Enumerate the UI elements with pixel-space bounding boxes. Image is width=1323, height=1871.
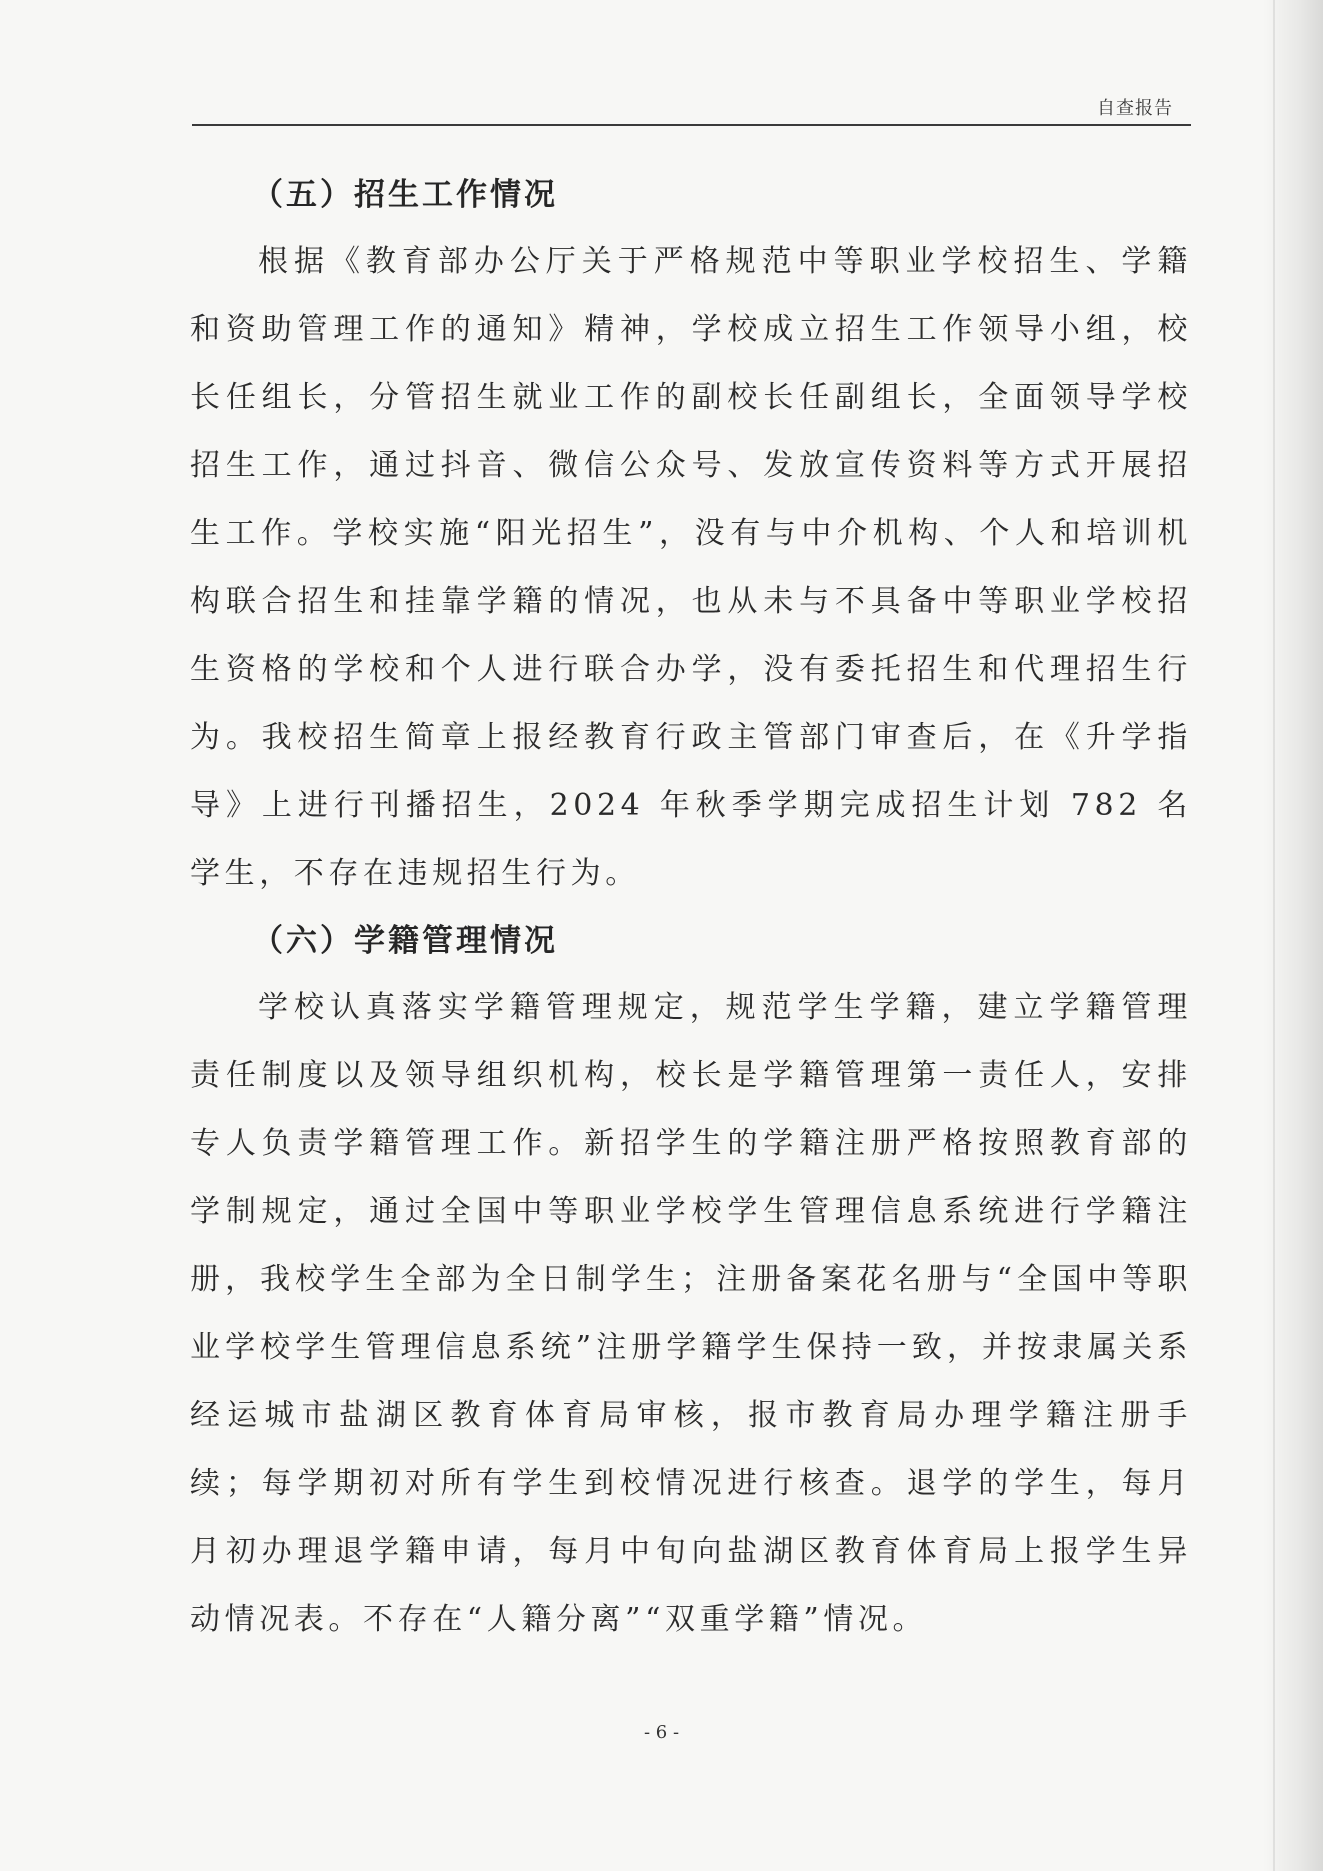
section-heading-enrollment: （五）招生工作情况 [252,177,558,213]
document-body [190,162,1192,1654]
section-paragraph-enrollment: 根据《教育部办公厅关于严格规范中等职业学校招生、学籍和资助管理工作的通知》精神，学校成立招生工作领导小组，校长任组长，分管招生就业工作的副校长任副组长，全面领导学校招生工作，通过抖音、微信公众号、发放宣传资料等方式开展招生工作。学校实施“阳光招生”，没有与中介机构、个人和培训机构联合招生和挂靠学籍的情况，也从未与不具备中等职业学校招生资格的学校和个人进行联合办学，没有委托招生和代理招生行为。我校招生简章上报经教育行政主管部门审查后，在《升学指导》上进行刊播招生，2024 年秋季学期完成招生计划 782 名学生，不存在违规招生行为。 [190,244,1192,891]
scan-edge-line [1273,0,1275,1871]
page-number: - 6 - [643,1722,680,1743]
header-label: 自查报告 [1097,98,1173,119]
section-heading-student-status: （六）学籍管理情况 [252,923,558,959]
section-paragraph-student-status: 学校认真落实学籍管理规定，规范学生学籍，建立学籍管理责任制度以及领导组织机构，校长是学籍管理第一责任人，安排专人负责学籍管理工作。新招学生的学籍注册严格按照教育部的学制规定，通过全国中等职业学校学生管理信息系统进行学籍注册，我校学生全部为全日制学生；注册备案花名册与“全国中等职业学校学生管理信息系统”注册学籍学生保持一致，并按隶属关系经运城市盐湖区教育体育局审核，报市教育局办理学籍注册手续；每学期初对所有学生到校情况进行核查。退学的学生，每月月初办理退学籍申请，每月中旬向盐湖区教育体育局上报学生异动情况表。不存在“人籍分离”“双重学籍”情况。 [190,990,1192,1637]
scan-edge-shadow [1263,0,1323,1871]
header-rule [192,124,1191,126]
